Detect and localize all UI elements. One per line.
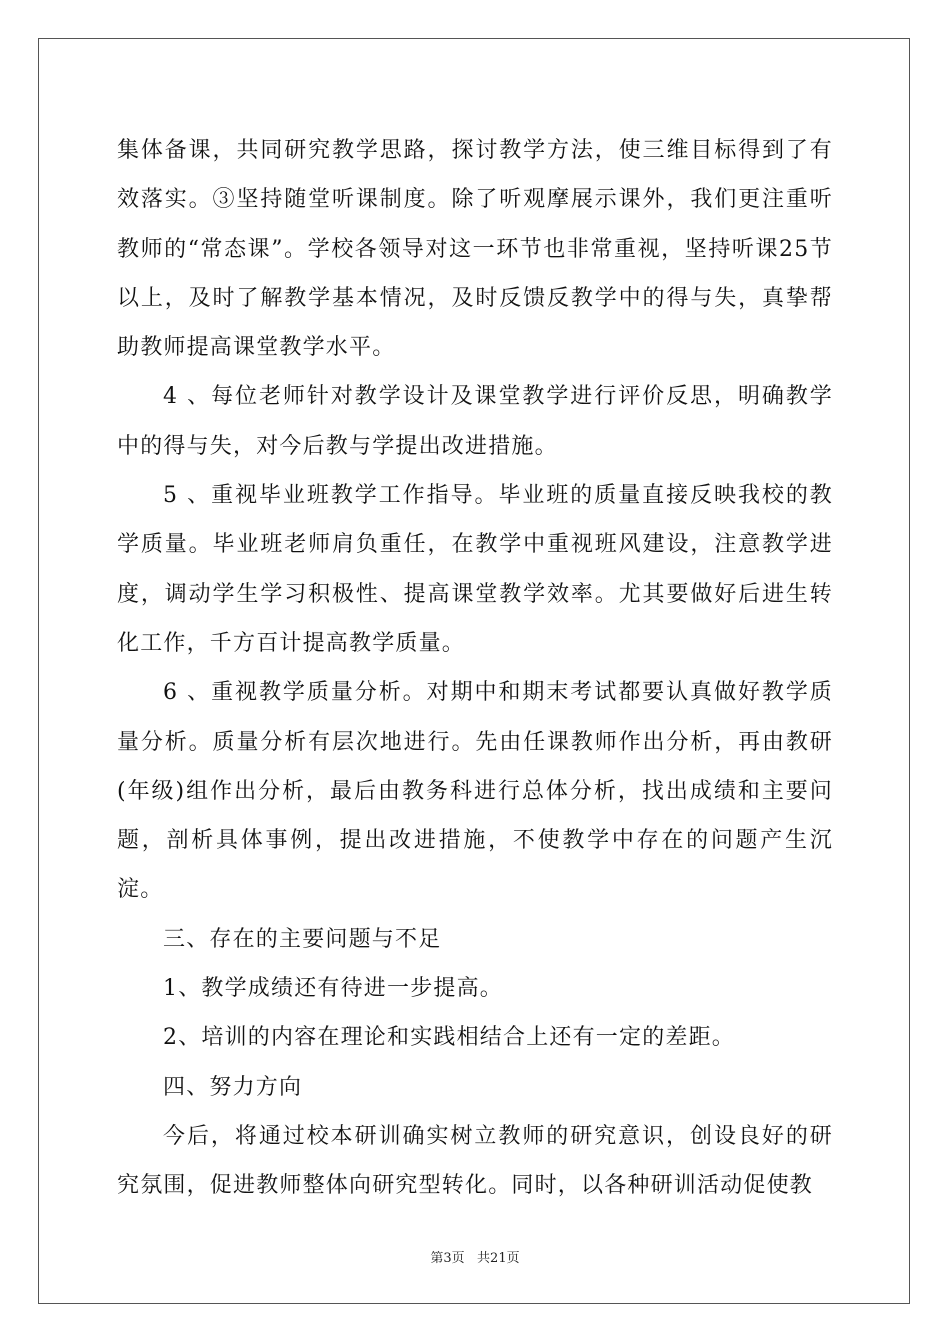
paragraph-direction: 今后，将通过校本研训确实树立教师的研究意识，创设良好的研究氛围，促进教师整体向研究型转化。同时，以各种研训活动促使教 [117,1123,833,1199]
paragraph-problem-2: 2、培训的内容在理论和实践相结合上还有一定的差距。 [163,1025,735,1051]
page-number-footer: 第3页 共21页 [430,1251,520,1266]
paragraph-1: 集体备课，共同研究教学思路，探讨教学方法，使三维目标得到了有效落实。③坚持随堂听课制度。除了听观摩展示课外，我们更注重听教师的“常态课”。学校各领导对这一环节也非常重视，坚持听课25节以上，及时了解教学基本情况，及时反馈反教学中的得与失，真挚帮助教师提高课堂教学水平。 [117,138,833,361]
paragraph-3: 5 、重视毕业班教学工作指导。毕业班的质量直接反映我校的教学质量。毕业班老师肩负重任，在教学中重视班风建设，注意教学进度，调动学生学习积极性、提高课堂教学效率。尤其要做好后进生转化工作，千方百计提高教学质量。 [117,483,833,656]
paragraph-problem-1: 1、教学成绩还有待进一步提高。 [163,976,503,1002]
document-body [117,126,833,1211]
paragraph-4: 6 、重视教学质量分析。对期中和期末考试都要认真做好教学质量分析。质量分析有层次地进行。先由任课教师作出分析，再由教研(年级)组作出分析，最后由教务科进行总体分析，找出成绩和主要问题，剖析具体事例，提出改进措施，不使教学中存在的问题产生沉淀。 [117,680,833,903]
paragraph-2: 4 、每位老师针对教学设计及课堂教学进行评价反思，明确教学中的得与失，对今后教与学提出改进措施。 [117,384,833,459]
section-heading-direction: 四、努力方向 [163,1074,303,1100]
section-heading-problems: 三、存在的主要问题与不足 [163,926,442,952]
